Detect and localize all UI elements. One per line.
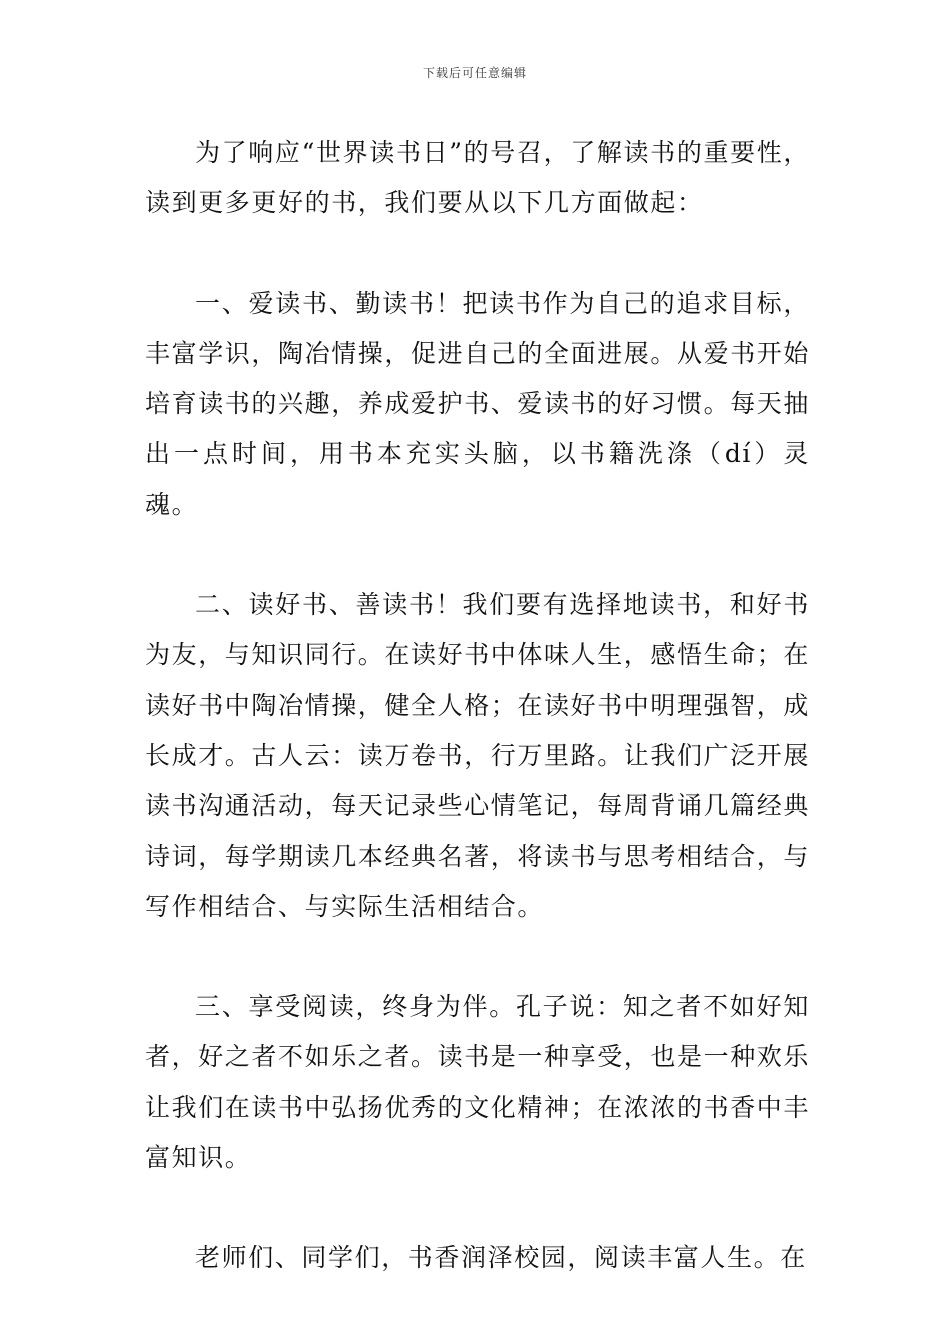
- paragraph-point-two: 二、读好书、善读书！我们要有选择地读书，和好书为友，与知识同行。在读好书中体味人生，感悟生命；在读好书中陶冶情操，健全人格；在读好书中明理强智，成长成才。古人云：读万卷书，行万里路。让我们广泛开展读书沟通活动，每天记录些心情笔记，每周背诵几篇经典诗词，每学期读几本经典名著，将读书与思考相结合，与写作相结合、与实际生活相结合。: [145, 590, 811, 921]
- paragraph-point-three: 三、享受阅读，终身为伴。孔子说：知之者不如好知者，好之者不如乐之者。读书是一种享受，也是一种欢乐让我们在读书中弘扬优秀的文化精神；在浓浓的书香中丰富知识。: [145, 992, 811, 1173]
- page-header-note: 下载后可任意编辑: [422, 66, 527, 80]
- paragraph-closing: 老师们、同学们，书香润泽校园，阅读丰富人生。在: [195, 1243, 807, 1273]
- document-body: [145, 128, 810, 1283]
- paragraph-gap: [145, 1183, 810, 1233]
- paragraph-gap: [145, 932, 810, 982]
- paragraph-intro: 为了响应“世界读书日”的号召，了解读书的重要性，读到更多更好的书，我们要从以下几方面做起：: [145, 138, 810, 218]
- paragraph-gap: [145, 229, 810, 279]
- paragraph-point-one: 一、爱读书、勤读书！把读书作为自己的追求目标，丰富学识，陶冶情操，促进自己的全面进展。从爱书开始培育读书的兴趣，养成爱护书、爱读书的好习惯。每天抽出一点时间，用书本充实头脑，以书籍洗涤（dí）灵魂。: [145, 288, 811, 519]
- paragraph-gap: [145, 530, 810, 580]
